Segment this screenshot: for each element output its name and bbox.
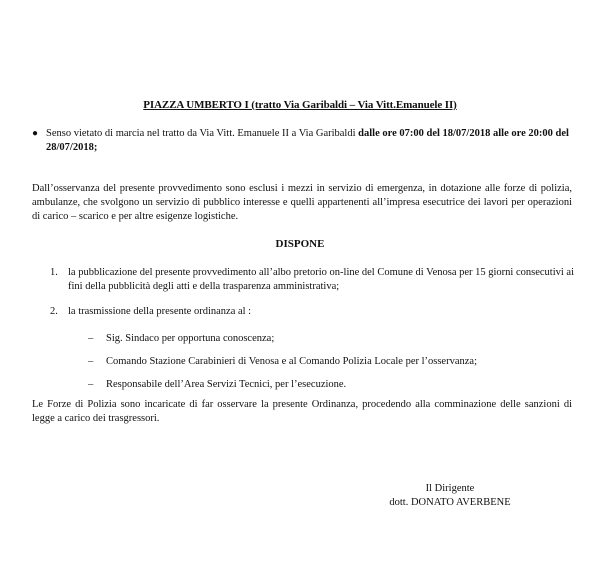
recipient-text: Sig. Sindaco per opportuna conoscenza; xyxy=(106,333,275,344)
traffic-rule-bullet xyxy=(32,127,577,155)
traffic-rule-dates: dalle ore 07:00 del 18/07/2018 alle ore 20:00 del 28/07/2018; xyxy=(46,128,569,153)
signature-name: dott. DONATO AVERBENE xyxy=(389,497,511,508)
numbered-item-2 xyxy=(50,305,575,319)
numbered-item-label: 2. xyxy=(50,306,58,317)
dash-mark: – xyxy=(88,379,94,390)
numbered-item-text: la pubblicazione del presente provvedimento all’albo pretorio on-line del Comune di Venosa per 15 giorni consecutivi ai fini della pubblicità degli atti e della trasparenza amministrativa; xyxy=(68,267,574,292)
dispone-title: DISPONE xyxy=(275,238,325,250)
dash-mark: – xyxy=(88,356,94,367)
traffic-rule-normal: Senso vietato di marcia nel tratto da Via Vitt. Emanuele II a Via Garibaldi xyxy=(46,128,359,139)
recipient-item xyxy=(88,332,568,346)
recipient-item xyxy=(88,355,568,369)
recipient-text: Comando Stazione Carabinieri di Venosa e al Comando Polizia Locale per l’osservanza; xyxy=(106,356,477,367)
numbered-item-label: 1. xyxy=(50,267,58,278)
enforcement-paragraph: Le Forze di Polizia sono incaricate di far osservare la presente Ordinanza, procedendo alla comminazione delle sanzioni di legge a carico dei trasgressori. xyxy=(32,399,572,424)
recipient-text: Responsabile dell’Area Servizi Tecnici, per l’esecuzione. xyxy=(106,379,347,390)
signature-role: Il Dirigente xyxy=(425,483,475,494)
dash-mark: – xyxy=(88,333,94,344)
numbered-item-1 xyxy=(50,266,575,294)
numbered-item-text: la trasmissione della presente ordinanza al : xyxy=(68,306,252,317)
exemption-paragraph: Dall’osservanza del presente provvedimento sono esclusi i mezzi in servizio di emergenza, in dotazione alle forze di polizia, ambulanze, che svolgono un servizio di pubblico interesse e quelli appartenenti all’impresa esecutrice dei lavori per operazioni di carico – scarico e per altre esigenze logistiche. xyxy=(32,183,572,222)
traffic-rule-text xyxy=(46,127,577,155)
recipient-item xyxy=(88,378,568,392)
section-heading: PIAZZA UMBERTO I (tratto Via Garibaldi – Via Vitt.Emanuele II) xyxy=(143,99,457,111)
bullet-dot-icon: ● xyxy=(32,128,39,139)
signature-block xyxy=(330,482,570,510)
